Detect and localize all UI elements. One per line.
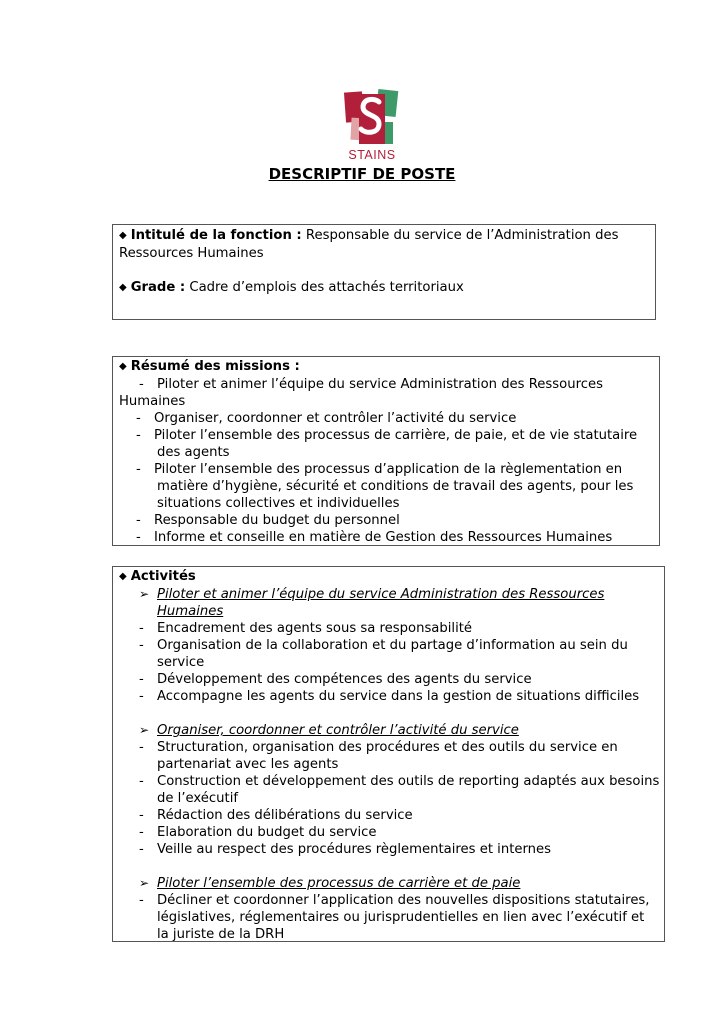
activity-item: - Rédaction des délibérations du service: [139, 808, 413, 823]
spacer: [119, 858, 658, 875]
dash-bullet: -: [139, 740, 144, 755]
activity-item: - Décliner et coordonner l’application des nouvelles dispositions statutaires,: [139, 893, 650, 908]
dash-bullet: -: [139, 893, 144, 908]
diamond-bullet-icon: ◆: [119, 361, 127, 372]
dash-bullet: -: [139, 621, 144, 636]
logo-text: STAINS: [348, 148, 396, 162]
mission-item: - Piloter et animer l’équipe du service Administration des Ressources: [139, 377, 603, 392]
activity-item: - Elaboration du budget du service: [139, 825, 377, 840]
section-title: ➢ Piloter et animer l’équipe du service Administration des Ressources: [139, 587, 605, 602]
missions-box: [112, 356, 660, 546]
intitule-line: [119, 227, 649, 245]
section-title: ➢ Piloter l’ensemble des processus de carrière et de paie: [139, 876, 521, 891]
arrow-bullet-icon: ➢: [139, 876, 150, 890]
dash-bullet: -: [136, 462, 141, 477]
dash-bullet: -: [136, 513, 141, 528]
dash-bullet: -: [139, 638, 144, 653]
diamond-bullet-icon: ◆: [119, 230, 127, 241]
mission-item-cont: situations collectives et individuelles: [157, 496, 400, 511]
section-title: ➢ Organiser, coordonner et contrôler l’activité du service: [139, 723, 519, 738]
activity-item-cont: service: [157, 655, 205, 670]
grade-value: Cadre d’emplois des attachés territoriaux: [185, 280, 464, 295]
activity-item-cont: de l’exécutif: [157, 791, 239, 806]
job-title-box: [112, 224, 656, 320]
arrow-bullet-icon: ➢: [139, 587, 150, 601]
mission-item-cont: Humaines: [119, 394, 186, 409]
dash-bullet: -: [136, 411, 141, 426]
dash-bullet: -: [139, 689, 144, 704]
activity-item-cont: partenariat avec les agents: [157, 757, 339, 772]
activities-box: [112, 566, 665, 942]
mission-item: - Piloter l’ensemble des processus d’application de la règlementation en: [136, 462, 623, 477]
activities-heading: ◆ Activités: [119, 569, 196, 584]
mission-item: - Responsable du budget du personnel: [136, 513, 400, 528]
mission-item: - Organiser, coordonner et contrôler l’activité du service: [136, 411, 517, 426]
dash-bullet: -: [139, 808, 144, 823]
dash-bullet: -: [136, 428, 141, 443]
diamond-bullet-icon: ◆: [119, 571, 127, 582]
missions-heading: ◆ Résumé des missions :: [119, 359, 300, 374]
spacer: [119, 262, 649, 279]
dash-bullet: -: [139, 825, 144, 840]
page-title: DESCRIPTIF DE POSTE: [268, 165, 456, 183]
dash-bullet: -: [139, 774, 144, 789]
mission-item: - Piloter l’ensemble des processus de carrière, de paie, et de vie statutaire: [136, 428, 638, 443]
dash-bullet: -: [139, 672, 144, 687]
intitule-value: Responsable du service de l’Administration des: [301, 228, 619, 243]
intitule-label: Intitulé de la fonction :: [130, 228, 302, 243]
activity-item: - Construction et développement des outils de reporting adaptés aux besoins: [139, 774, 660, 789]
mission-item-cont: matière d’hygiène, sécurité et conditions de travail des agents, pour les: [157, 479, 634, 494]
activity-item: - Structuration, organisation des procédures et des outils du service en: [139, 740, 618, 755]
activity-item: - Développement des compétences des agents du service: [139, 672, 532, 687]
mission-item: - Informe et conseille en matière de Gestion des Ressources Humaines: [136, 530, 613, 545]
dash-bullet: -: [139, 377, 144, 392]
dash-bullet: -: [136, 530, 141, 545]
diamond-bullet-icon: ◆: [119, 282, 127, 293]
spacer: [119, 705, 658, 722]
intitule-value-cont: Ressources Humaines: [119, 246, 264, 261]
activity-item: - Organisation de la collaboration et du partage d’information au sein du: [139, 638, 628, 653]
section-title-cont: Humaines: [157, 604, 224, 619]
activity-item-cont: la juriste de la DRH: [157, 927, 285, 942]
dash-bullet: -: [139, 842, 144, 857]
mission-item-cont: des agents: [157, 445, 230, 460]
activity-item: - Accompagne les agents du service dans la gestion de situations difficiles: [139, 689, 640, 704]
grade-line: [119, 279, 649, 297]
arrow-bullet-icon: ➢: [139, 723, 150, 737]
activity-item-cont: législatives, réglementaires ou jurisprudentielles en lien avec l’exécutif et: [157, 910, 645, 925]
activity-item: - Encadrement des agents sous sa responsabilité: [139, 621, 473, 636]
grade-label: Grade :: [130, 280, 186, 295]
activity-item: - Veille au respect des procédures règlementaires et internes: [139, 842, 552, 857]
